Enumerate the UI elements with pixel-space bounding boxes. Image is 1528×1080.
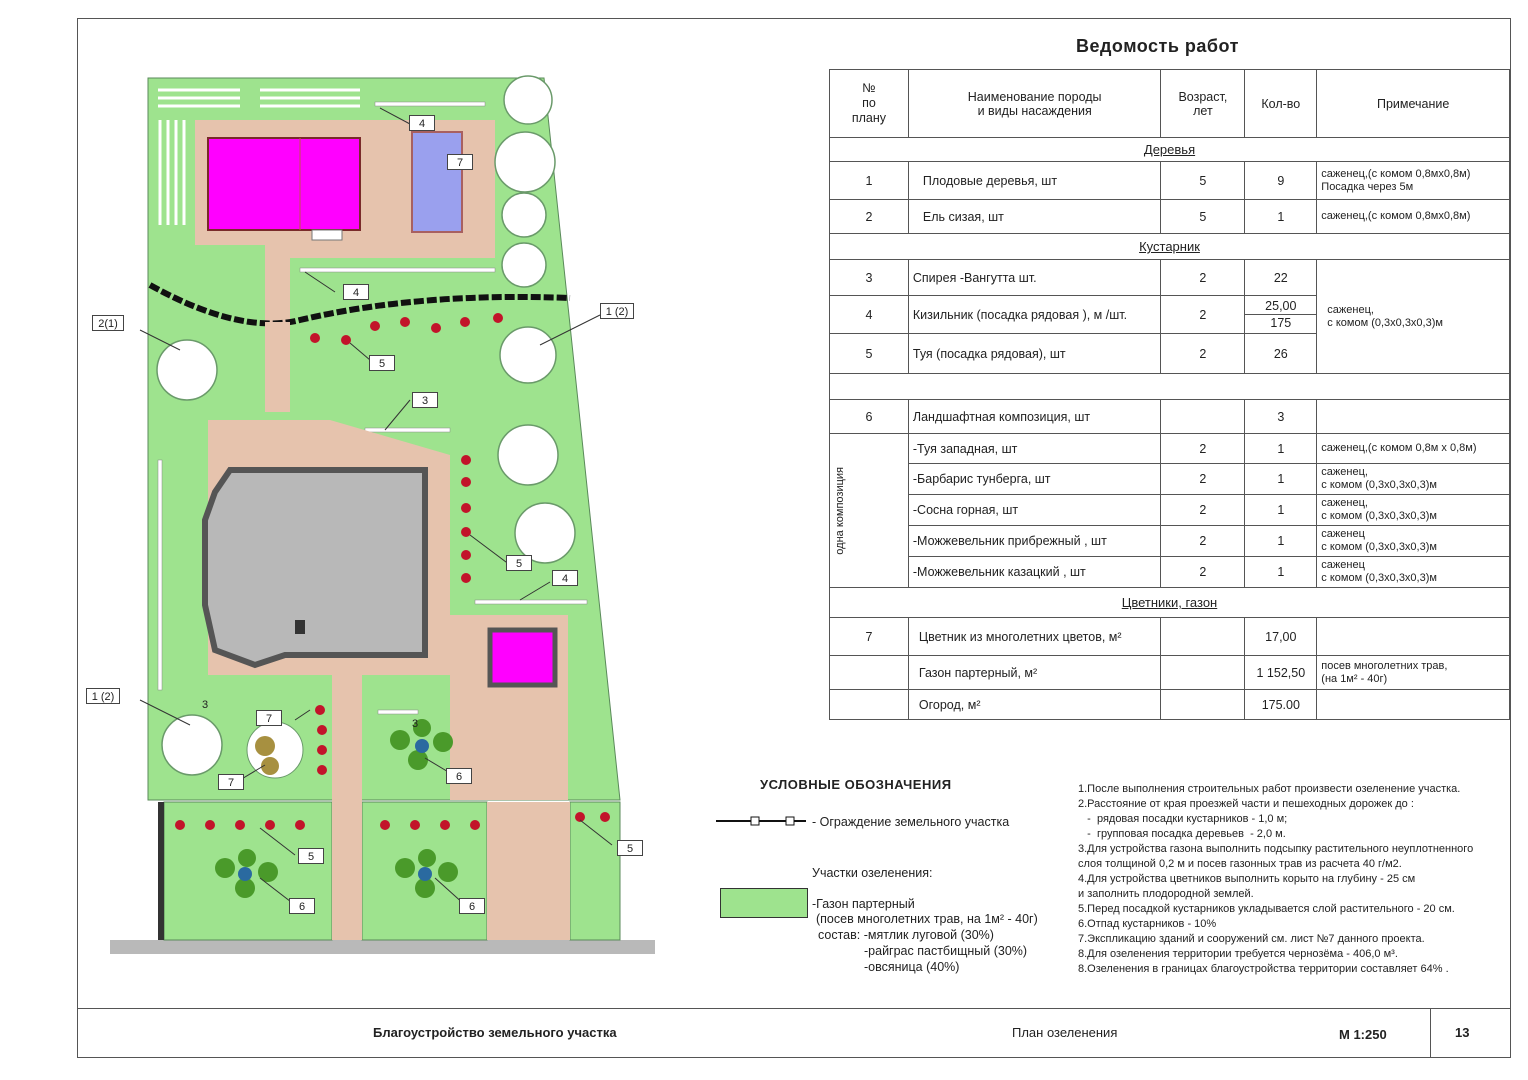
note-item: 7.Экспликацию зданий и сооружений см. лист №7 данного проекта. [1078, 933, 1425, 945]
note-item: 3.Для устройства газона выполнить подсыпку растительного неуплотненного [1078, 843, 1474, 855]
plan-label-3: 3 [201, 699, 209, 711]
works-table [829, 69, 1510, 720]
driveway [487, 802, 570, 940]
note-item: 4.Для устройства цветников выполнить корыто на глубину - 25 см [1078, 873, 1416, 885]
plan-label-5: 5 [617, 840, 643, 856]
table-row: 3 Спирея -Вангутта шт. 2 22 саженец, с комом (0,3х0,3х0,3)м [830, 260, 1510, 296]
note-item: 5.Перед посадкой кустарников укладывается слой растительного - 20 см. [1078, 903, 1455, 915]
legend-title: УСЛОВНЫЕ ОБОЗНАЧЕНИЯ [760, 777, 952, 792]
note-item: слоя толщиной 0,2 м и посев газонных трав из расчета 40 г/м2. [1078, 858, 1402, 870]
table-row: -Барбарис тунберга, шт 2 1 саженец, с комом (0,3х0,3х0,3)м [830, 464, 1510, 495]
plan-label-7: 7 [447, 154, 473, 170]
path-front [332, 675, 362, 802]
table-row: 2 Ель сизая, шт 5 1 саженец,(с комом 0,8мх0,8м) [830, 200, 1510, 234]
plan-label-4: 4 [343, 284, 369, 300]
shrub-note: саженец, с комом (0,3х0,3х0,3)м [1317, 260, 1510, 374]
plan-label-5: 5 [369, 355, 395, 371]
ground-strip [110, 940, 655, 954]
note-item: и заполнить плодородной землей. [1078, 888, 1254, 900]
plan-label-4: 4 [409, 115, 435, 131]
sheet-title: План озеленения [1012, 1025, 1118, 1040]
table-row: 6 Ландшафтная композиция, шт 3 [830, 400, 1510, 434]
plan-label-3: 3 [411, 718, 419, 730]
title-block [77, 1008, 1511, 1058]
table-row: Огород, м² 175.00 [830, 690, 1510, 720]
fence-symbol [716, 815, 806, 827]
plan-label-7: 7 [218, 774, 244, 790]
plan-label-6: 6 [289, 898, 315, 914]
plan-label-1-2: 1 (2) [600, 303, 634, 319]
note-item: 2.Расстояние от края проезжей части и пешеходных дорожек до : [1078, 798, 1414, 810]
section-shrubs: Кустарник [830, 234, 1510, 260]
path-center [265, 322, 290, 412]
table-row: Газон партерный, м² 1 152,50 посев многолетних трав, (на 1м² - 40г) [830, 656, 1510, 690]
composition-label: одна композиция [834, 466, 846, 555]
project-title: Благоустройство земельного участка [373, 1025, 617, 1040]
gazebo [490, 630, 555, 685]
legend-lawn: -Газон партерный [812, 897, 915, 911]
table-row: 5 Туя (посадка рядовая), шт 2 26 [830, 334, 1510, 374]
legend-fence: - Ограждение земельного участка [812, 815, 1010, 829]
table-row: 7 Цветник из многолетних цветов, м² 17,00 [830, 618, 1510, 656]
table-header-row [830, 70, 1510, 138]
main-house [205, 470, 425, 665]
plan-label-5: 5 [298, 848, 324, 864]
note-item: 8.Озеленения в границах благоустройства территории составляет 64% . [1078, 963, 1449, 975]
header-qty: Кол-во [1245, 70, 1317, 138]
note-item: 8.Для озеленения территории требуется чернозёма - 406,0 м³. [1078, 948, 1398, 960]
plan-label-2-1: 2(1) [92, 315, 124, 331]
table-row: 4 Кизильник (посадка рядовая ), м /шт. 2 25,00 175 [830, 296, 1510, 334]
table-title: Ведомость работ [1076, 36, 1239, 56]
note-item: 6.Отпад кустарников - 10% [1078, 918, 1217, 930]
table-row: -Можжевельник казацкий , шт 2 1 саженец с комом (0,3х0,3х0,3)м [830, 557, 1510, 588]
legend-comp3: -овсяница (40%) [864, 960, 960, 974]
note-item: - групповая посадка деревьев - 2,0 м. [1078, 828, 1286, 840]
plan-label-7: 7 [256, 710, 282, 726]
guest-house [208, 138, 360, 230]
legend-zones-title: Участки озеленения: [812, 866, 933, 880]
table-row: -Сосна горная, шт 2 1 саженец, с комом (0,3х0,3х0,3)м [830, 495, 1510, 526]
header-note: Примечание [1317, 70, 1510, 138]
plan-label-6: 6 [459, 898, 485, 914]
pool [412, 132, 462, 232]
table-row: -Можжевельник прибрежный , шт 2 1 саженец с комом (0,3х0,3х0,3)м [830, 526, 1510, 557]
note-item: - рядовая посадки кустарников - 1,0 м; [1078, 813, 1288, 825]
header-num: № по плану [830, 70, 909, 138]
note-item: 1.После выполнения строительных работ произвести озеленение участка. [1078, 783, 1461, 795]
gate-post [158, 802, 164, 940]
scale: М 1:250 [1339, 1027, 1387, 1042]
table-row: одна композиция -Туя западная, шт 2 1 саженец,(с комом 0,8м х 0,8м) [830, 434, 1510, 464]
plan-label-4: 4 [552, 570, 578, 586]
legend-comp2: -райграс пастбищный (30%) [864, 944, 1028, 958]
header-name: Наименование породы и виды насаждения [908, 70, 1161, 138]
lawn-swatch [720, 888, 808, 918]
plan-label-3: 3 [412, 392, 438, 408]
front-lawn-right [570, 802, 620, 940]
header-age: Возраст, лет [1161, 70, 1245, 138]
section-trees: Деревья [830, 138, 1510, 162]
section-flowers: Цветники, газон [830, 588, 1510, 618]
site-plan [100, 60, 660, 960]
plan-label-5: 5 [506, 555, 532, 571]
front-path [332, 802, 362, 940]
plan-label-6: 6 [446, 768, 472, 784]
page-number: 13 [1455, 1025, 1470, 1040]
table-row: 1 Плодовые деревья, шт 5 9 саженец,(с комом 0,8мх0,8м) Посадка через 5м [830, 162, 1510, 200]
notes-list [1078, 782, 1498, 977]
legend-comp1: состав: -мятлик луговой (30%) [818, 928, 994, 942]
plan-label-1-2: 1 (2) [86, 688, 120, 704]
legend-lawn-sowing: (посев многолетних трав, на 1м² - 40г) [816, 912, 1038, 926]
